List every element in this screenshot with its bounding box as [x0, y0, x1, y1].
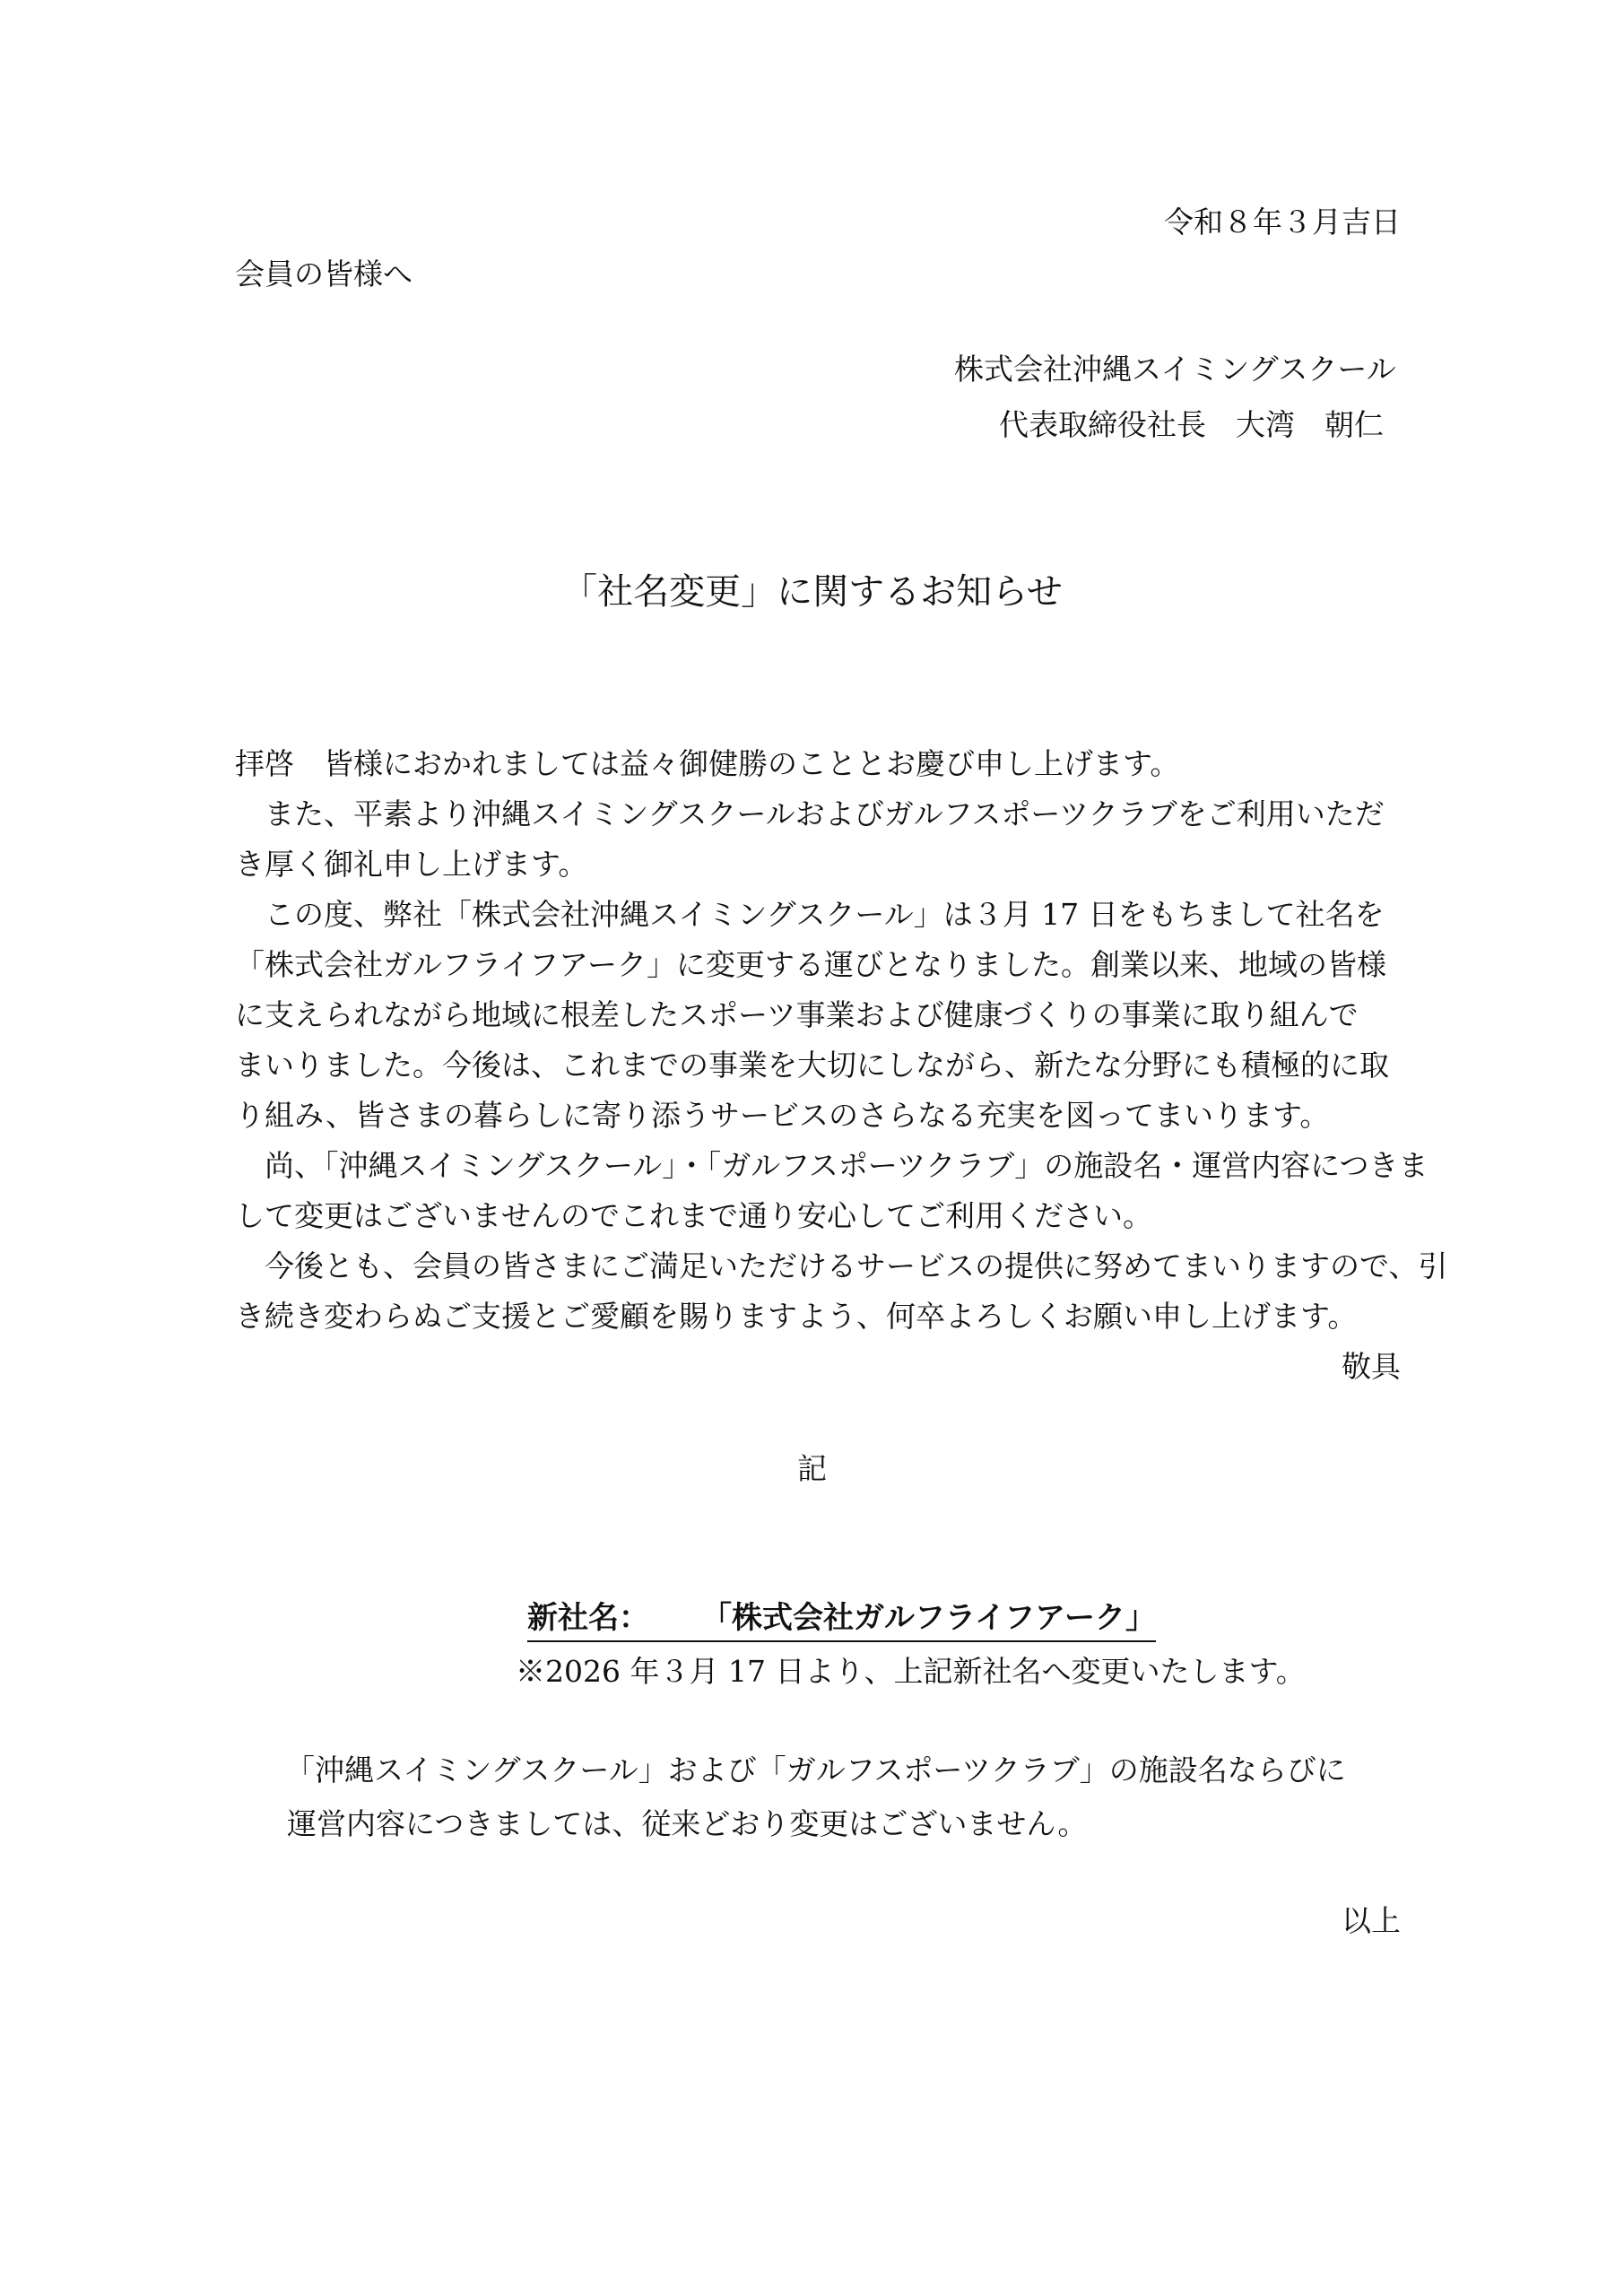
sender-company: 株式会社沖縄スイミングスクール: [954, 352, 1396, 387]
body-line: まいりました。今後は、これまでの事業を大切にしながら、新たな分野にも積極的に取: [235, 1048, 1389, 1083]
document-title: 「社名変更」に関するお知らせ: [561, 571, 1063, 613]
new-name-note: ※2026 年３月 17 日より、上記新社名へ変更いたします。: [516, 1654, 1306, 1689]
sender-representative: 代表取締役社長 大湾 朝仁: [999, 407, 1384, 442]
body-line: また、平素より沖縄スイミングスクールおよびガルフスポーツクラブをご利用いただ: [235, 796, 1385, 831]
body-line: り組み、皆さまの暮らしに寄り添うサービスのさらなる充実を図ってまいります。: [235, 1098, 1330, 1133]
body-line: き厚く御礼申し上げます。: [235, 847, 588, 882]
new-name-label: 新社名：: [527, 1600, 649, 1636]
recipient: 会員の皆様へ: [235, 257, 413, 291]
body-line: 拝啓 皆様におかれましては益々御健勝のこととお慶び申し上げます。: [235, 746, 1180, 781]
facility-note-line: 運営内容につきましては、従来どおり変更はございません。: [287, 1806, 1088, 1841]
body-line: 「株式会社ガルフライフアーク」に変更する運びとなりました。創業以来、地域の皆様: [235, 947, 1387, 982]
body-line: この度、弊社「株式会社沖縄スイミングスクール」は３月 17 日をもちまして社名を: [235, 897, 1385, 932]
ki-heading: 記: [797, 1451, 827, 1486]
body-line: 尚、「沖縄スイミングスクール」・「ガルフスポーツクラブ」の施設名・運営内容につきま: [235, 1148, 1429, 1183]
end-ijo: 以上: [1342, 1903, 1401, 1938]
facility-note-line: 「沖縄スイミングスクール」および「ガルフスポーツクラブ」の施設名ならびに: [285, 1752, 1346, 1787]
body-line: き続き変わらぬご支援とご愛顧を賜りますよう、何卒よろしくお願い申し上げます。: [235, 1299, 1358, 1334]
body-line: して変更はございませんのでこれまで通り安心してご利用ください。: [235, 1198, 1152, 1233]
body-line: に支えられながら地域に根差したスポーツ事業および健康づくりの事業に取り組んで: [235, 997, 1359, 1032]
body-line: 今後とも、会員の皆さまにご満足いただけるサービスの提供に努めてまいりますので、引: [235, 1248, 1448, 1283]
new-company-name: [527, 1593, 1156, 1642]
new-name-value: 「株式会社ガルフライフアーク」: [701, 1600, 1156, 1636]
closing-keigu: 敬具: [1342, 1349, 1401, 1384]
document-date: 令和８年３月吉日: [1164, 204, 1401, 239]
